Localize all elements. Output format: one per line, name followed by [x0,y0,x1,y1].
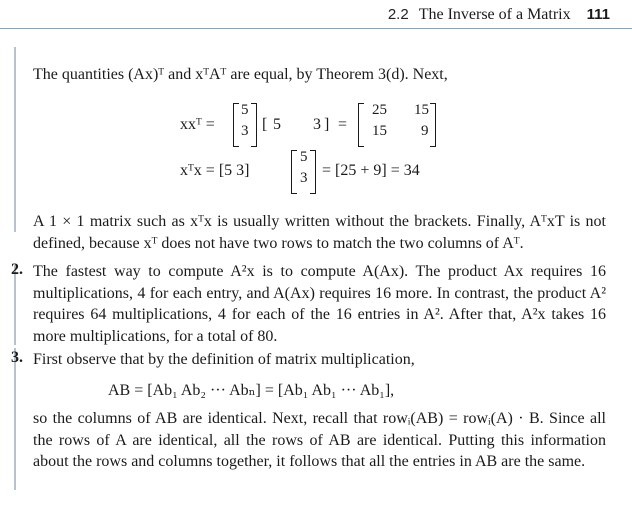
header-rule [0,28,632,29]
intro-text: The quantities (Ax)ᵀ and xᵀAᵀ are equal, by Theorem 3(d). Next, [33,66,448,83]
eq1-lhs: xxᵀ = [180,116,215,133]
section-number: 2.2 [387,6,409,23]
matrix-cell: 5 [300,149,308,165]
item-3-equation: AB = [Ab₁ Ab₂ ··· Abₙ] = [Ab₁ Ab₁ ··· Ab₁], [108,382,395,399]
eq1-row-a: 5 [273,116,281,133]
matrix-cell: 15 [372,123,387,139]
margin-bar [14,47,16,232]
eq2-rhs: = [25 + 9] = 34 [322,162,420,179]
eq1-col-bottom: 3 [241,123,249,139]
page-number: 111 [586,6,610,23]
section-title: The Inverse of a Matrix [418,6,571,23]
paragraph-1x1: A 1 × 1 matrix such as xᵀx is usually written without the brackets. Finally, AᵀxT is not defined, because xᵀ does not have two rows to match the two columns of Aᵀ. [33,213,606,252]
bracket [233,103,239,147]
matrix-cell: 15 [414,102,429,118]
item-number-3: 3. [11,349,23,366]
item-2-text: The fastest way to compute A²x is to compute A(Ax). The product Ax requires 16 multiplications, 4 for each entry, and A(Ax) requires 16 more. In contrast, the product A² requires 64 multiplications, 4 for each of the 16 entries in A². After that, A²x takes 16 more multiplications, for a total of 80. [33,263,606,345]
item-number-2: 2. [11,261,23,278]
matrix-cell: 25 [372,102,387,118]
item-3-text: First observe that by the definition of matrix multiplication, [33,351,415,368]
bracket [291,150,297,194]
bracket [251,103,257,147]
bracket [358,103,364,147]
eq2-lhs: xᵀx = [5 3] [180,162,250,179]
bracket [430,103,436,147]
bracket [310,150,316,194]
page-header [388,6,610,26]
margin-bar [14,348,16,490]
matrix-cell: 3 [300,170,308,186]
matrix-cell: 9 [421,123,429,139]
eq1-equals: = [338,116,348,133]
item-3-conclusion: so the columns of AB are identical. Next, recall that rowᵢ(AB) = rowᵢ(A) · B. Since all the rows of A are identical, all the rows of AB are identical. Putting this information about the rows and columns together, it follows that all the entries in AB are the same. [33,410,606,470]
eq1-row-b: 3 [313,116,321,133]
eq1-col-top: 5 [241,102,249,118]
